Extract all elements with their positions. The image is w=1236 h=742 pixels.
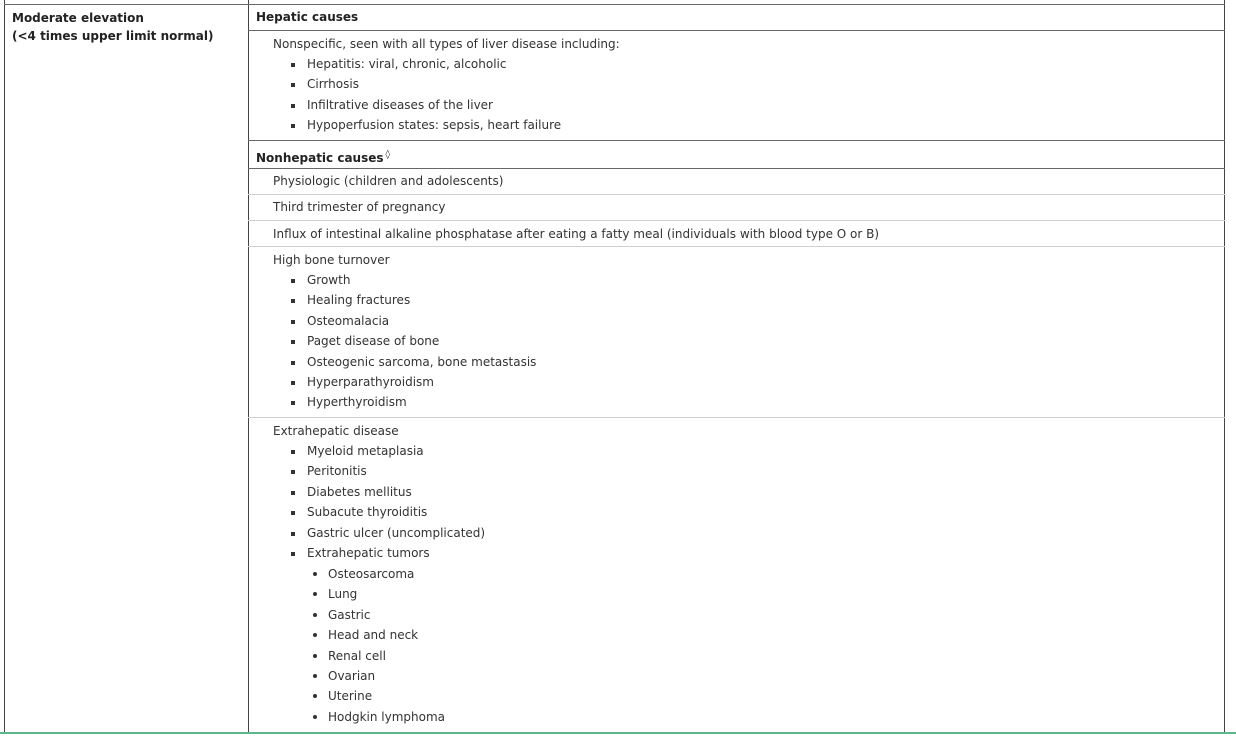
list-item: Head and neck xyxy=(308,625,445,645)
table-column-divider xyxy=(248,0,249,735)
list-item: Hodgkin lymphoma xyxy=(308,707,445,727)
footnote-mark: ◊ xyxy=(385,150,390,160)
list-item: Hyperthyroidism xyxy=(288,392,536,412)
hepatic-heading-divider xyxy=(248,30,1225,31)
list-item: Uterine xyxy=(308,686,445,706)
list-item: Infiltrative diseases of the liver xyxy=(288,95,561,115)
category-heading xyxy=(12,9,237,45)
list-item: Hepatitis: viral, chronic, alcoholic xyxy=(288,54,561,74)
row-divider xyxy=(248,220,1225,221)
list-item: Subacute thyroiditis xyxy=(288,502,485,522)
hepatic-causes-heading: Hepatic causes xyxy=(256,10,359,24)
list-item: Osteosarcoma xyxy=(308,564,445,584)
list-item: Cirrhosis xyxy=(288,74,561,94)
list-item: Extrahepatic tumors xyxy=(288,543,485,563)
table-border-left xyxy=(4,0,5,735)
list-item: Myeloid metaplasia xyxy=(288,441,485,461)
bone-turnover-list xyxy=(288,270,536,413)
category-title: Moderate elevation xyxy=(12,11,144,25)
row-divider xyxy=(248,417,1225,418)
list-item: Osteomalacia xyxy=(288,311,536,331)
nonhepatic-section-divider xyxy=(248,140,1225,141)
list-item: Ovarian xyxy=(308,666,445,686)
list-item: Gastric xyxy=(308,605,445,625)
list-item: Osteogenic sarcoma, bone metastasis xyxy=(288,352,536,372)
list-item: Hypoperfusion states: sepsis, heart failure xyxy=(288,115,561,135)
list-item: Healing fractures xyxy=(288,290,536,310)
list-item: Renal cell xyxy=(308,646,445,666)
extrahepatic-disease-title: Extrahepatic disease xyxy=(273,424,399,438)
table-top-border xyxy=(4,4,1225,5)
nonhepatic-heading-text: Nonhepatic causes xyxy=(256,151,384,165)
list-item: Gastric ulcer (uncomplicated) xyxy=(288,523,485,543)
nonhepatic-heading-divider xyxy=(248,168,1225,169)
table-row: Third trimester of pregnancy xyxy=(273,200,446,214)
table-row: Physiologic (children and adolescents) xyxy=(273,174,504,188)
extrahepatic-tumors-list xyxy=(308,564,445,727)
list-item: Paget disease of bone xyxy=(288,331,536,351)
list-item: Growth xyxy=(288,270,536,290)
bottom-edge-strip xyxy=(0,732,1236,742)
bone-turnover-title: High bone turnover xyxy=(273,253,390,267)
hepatic-causes-list xyxy=(288,54,561,136)
row-divider xyxy=(248,194,1225,195)
list-item: Lung xyxy=(308,584,445,604)
category-subtitle: (<4 times upper limit normal) xyxy=(12,29,214,43)
table-row: Influx of intestinal alkaline phosphatase after eating a fatty meal (individuals with blood type O or B) xyxy=(273,227,880,241)
row-divider xyxy=(248,246,1225,247)
table-border-right xyxy=(1224,0,1225,735)
hepatic-intro-text: Nonspecific, seen with all types of liver disease including: xyxy=(273,37,620,51)
nonhepatic-causes-heading xyxy=(256,147,390,166)
extrahepatic-disease-list xyxy=(288,441,485,563)
list-item: Diabetes mellitus xyxy=(288,482,485,502)
list-item: Hyperparathyroidism xyxy=(288,372,536,392)
list-item: Peritonitis xyxy=(288,461,485,481)
